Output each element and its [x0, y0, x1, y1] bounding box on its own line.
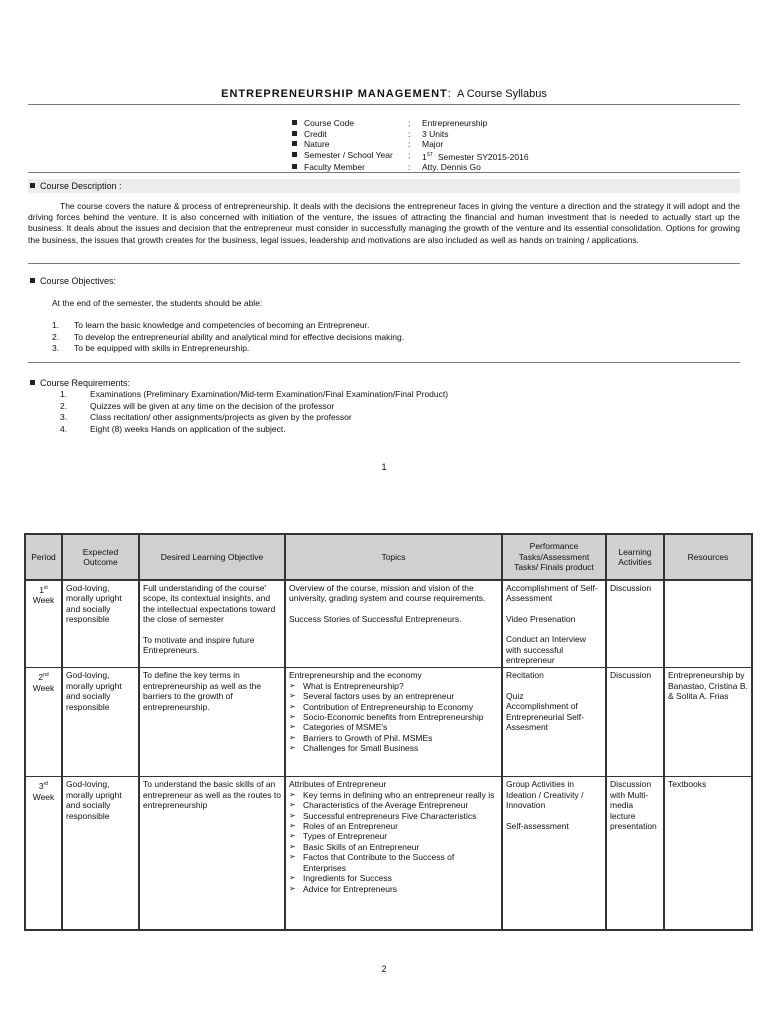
section-bar — [28, 179, 740, 193]
column-header: Resources — [664, 534, 752, 580]
topic-item: ➢ Contribution of Entrepreneurship to Economy — [303, 702, 498, 712]
title-bold: ENTREPRENEURSHIP MANAGEMENT — [221, 88, 448, 100]
resources-cell: Entrepreneurship by Banastao, Cristina B. & Solita A. Frias — [664, 668, 752, 777]
outcome-cell: God-loving, morally upright and socially responsible — [62, 580, 139, 668]
list-item: 1. To learn the basic knowledge and competencies of becoming an Entrepreneur. — [52, 320, 370, 330]
list-item: 1. Examinations (Preliminary Examination/Mid-term Examination/Final Examination/Final Product) — [60, 389, 449, 399]
page-number: 2 — [381, 964, 387, 974]
bullet-icon — [30, 183, 35, 188]
info-value: Entrepreneurship — [422, 118, 488, 128]
info-value: 1ST Semester SY2015-2016 — [422, 151, 529, 162]
description-heading: Course Description : — [30, 181, 122, 191]
bullet-icon — [292, 141, 297, 146]
table-row — [25, 580, 752, 668]
topic-item: ➢ Barriers to Growth of Phil. MSMEs — [303, 733, 498, 743]
bullet-icon — [292, 164, 297, 169]
activities-cell: Discussion — [606, 580, 664, 668]
info-label: Course Code — [304, 118, 355, 128]
requirements-heading: Course Requirements: — [30, 378, 130, 388]
info-row: Nature : Major — [292, 139, 529, 150]
bullet-icon — [292, 152, 297, 157]
info-label: Semester / School Year — [304, 149, 393, 160]
topic-item: ➢ Successful entrepreneurs Five Characteristics — [303, 811, 498, 821]
info-label: Nature — [304, 139, 330, 149]
tasks-cell: Accomplishment of Self-Assessment Video Presenation Conduct an Interview with successful entrepreneur — [502, 580, 606, 668]
divider — [28, 104, 740, 105]
topic-item: ➢ Several factors uses by an entrepreneur — [303, 691, 498, 701]
period-cell: 2nd Week — [25, 668, 62, 777]
tasks-cell: Recitation Quiz Accomplishment of Entrepreneurial Self-Assesment — [502, 668, 606, 777]
outcome-cell: God-loving, morally upright and socially responsible — [62, 777, 139, 931]
topic-item: ➢ Challenges for Small Business — [303, 743, 498, 753]
objective-cell: To define the key terms in entrepreneurship as well as the barriers to the growth of entrepreneurship. — [139, 668, 285, 777]
title-subtitle: A Course Syllabus — [456, 88, 547, 100]
bullet-icon — [292, 131, 297, 136]
column-header: Learning Activities — [606, 534, 664, 580]
page-number: 1 — [381, 462, 387, 472]
requirements-list — [60, 389, 448, 435]
objectives-intro: At the end of the semester, the students should be able: — [52, 298, 263, 308]
period-cell: 1st Week — [25, 580, 62, 668]
bullet-icon — [30, 278, 35, 283]
info-value: 3 Units — [422, 128, 449, 139]
list-item: 4. Eight (8) weeks Hands on application of the subject. — [60, 423, 286, 434]
topic-item: ➢ Ingredients for Success — [303, 873, 498, 883]
table-header-row — [25, 534, 752, 580]
topic-item: ➢ Basic Skills of an Entrepreneur — [303, 842, 498, 852]
info-row: Credit : 3 Units — [292, 129, 529, 140]
topic-item: ➢ Key terms in defining who an entrepreneur really is — [303, 790, 498, 800]
topic-item: ➢ Socio-Economic benefits from Entrepreneurship — [303, 712, 498, 722]
activities-cell: Discussion with Multi-media lecture presentation — [606, 777, 664, 931]
divider — [28, 263, 740, 264]
document-title — [0, 88, 768, 100]
resources-cell — [664, 580, 752, 668]
topic-item: ➢ Roles of an Entrepreneur — [303, 821, 498, 831]
activities-cell: Discussion — [606, 668, 664, 777]
bullet-icon — [30, 380, 35, 385]
column-header: Period — [25, 534, 62, 580]
column-header: Performance Tasks/Assessment Tasks/ Finals product — [502, 534, 606, 580]
list-item: 2. To develop the entrepreneurial ability and analytical mind for effective decisions making. — [52, 331, 405, 342]
list-item: 3. Class recitation/ other assignments/projects as given by the professor — [60, 412, 352, 422]
divider — [28, 172, 740, 173]
info-value: Major — [422, 139, 444, 149]
resources-cell: Textbooks — [664, 777, 752, 931]
info-row: Faculty Member : Atty. Dennis Go — [292, 162, 529, 173]
objectives-heading: Course Objectives: — [30, 276, 116, 286]
table-row — [25, 668, 752, 777]
title-colon: : — [447, 88, 451, 100]
syllabus-table — [24, 533, 753, 931]
table-row — [25, 777, 752, 931]
topic-item: ➢ Categories of MSME's — [303, 722, 498, 732]
divider — [28, 362, 740, 363]
info-value: Atty. Dennis Go — [422, 161, 481, 172]
column-header: Topics — [285, 534, 502, 580]
course-info — [292, 118, 529, 172]
topics-cell: Overview of the course, mission and vision of the university, grading system and course requirements. Success Stories of Successful Entrepreneurs. — [285, 580, 502, 668]
topics-cell: Attributes of Entrepreneur ➢ Key terms in defining who an entrepreneur really is ➢ Characteristics of the Average Entrepreneur ➢ Successful entrepreneurs Five Characteristics ➢ Roles of an Entrepreneur ➢ Types of Entrepreneur ➢ Basic Skills of an Entrepreneur ➢ Factos that Contribute to the Success of Enterprises ➢ Ingredients for Success ➢ Advice for Entrepreneurs — [285, 777, 502, 931]
outcome-cell: God-loving, morally upright and socially responsible — [62, 668, 139, 777]
column-header: Expected Outcome — [62, 534, 139, 580]
list-item: 3. To be equipped with skills in Entrepreneurship. — [52, 343, 250, 353]
topics-cell: Entrepreneurship and the economy ➢ What is Entrepreneurship? ➢ Several factors uses by an entrepreneur ➢ Contribution of Entrepreneurship to Economy ➢ Socio-Economic benefits from Entrepreneurship ➢ Categories of MSME's ➢ Barriers to Growth of Phil. MSMEs ➢ Challenges for Small Business — [285, 668, 502, 777]
topic-item: ➢ Characteristics of the Average Entrepreneur — [303, 800, 498, 810]
period-cell: 3rd Week — [25, 777, 62, 931]
tasks-cell: Group Activities in Ideation / Creativity / Innovation Self-assessment — [502, 777, 606, 931]
info-row: Semester / School Year : 1ST Semester SY2015-2016 — [292, 150, 529, 162]
info-row: Course Code : Entrepreneurship — [292, 118, 529, 129]
objectives-list — [52, 320, 404, 355]
objective-cell: Full understanding of the course' scope, its contextual insights, and the intellectual expectations toward the close of semester To motivate and inspire future Entrepreneurs. — [139, 580, 285, 668]
list-item: 2. Quizzes will be given at any time on the decision of the professor — [60, 400, 335, 411]
info-label: Credit — [304, 128, 327, 139]
topic-item: ➢ What is Entrepreneurship? — [303, 681, 498, 691]
description-text: The course covers the nature & process of entrepreneurship. It deals with the decisions the entrepreneur faces in giving the venture a direction and the strategy it will adopt and the driving forces behind the venture. It is also concerned with initiation of the venture, the issues of attracting the financial and human investment that is needed to actually start up the business. It deals about the issues and decision that the entrepreneur must consider in successfully managing the growth of the venture and its essential consolidation. Options for growing the business, the issues that growth creates for the business, legal issues, leadership and motivations are also included as well as hands on training / applications. — [28, 201, 740, 245]
bullet-icon — [292, 120, 297, 125]
info-label: Faculty Member — [304, 161, 365, 172]
column-header: Desired Learning Objective — [139, 534, 285, 580]
objective-cell: To understand the basic skills of an entrepreneur as well as the routes to entrepreneurship — [139, 777, 285, 931]
topic-item: ➢ Factos that Contribute to the Success of Enterprises — [303, 852, 498, 873]
topic-item: ➢ Advice for Entrepreneurs — [303, 884, 498, 894]
topic-item: ➢ Types of Entrepreneur — [303, 831, 498, 841]
